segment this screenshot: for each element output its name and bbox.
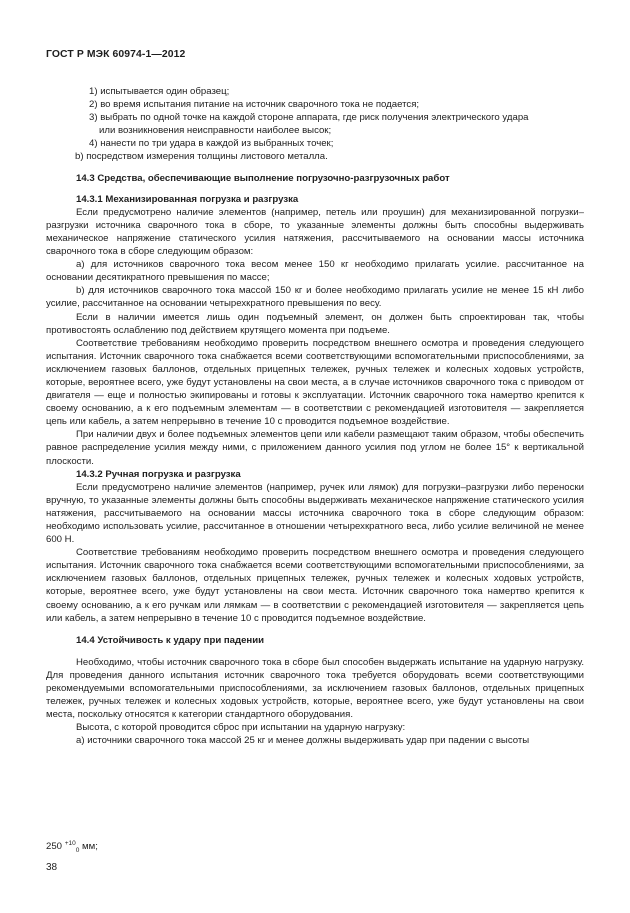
list-item-text: 3) выбрать по одной точке на каждой стороне аппарата, где риск получения электрического удара (89, 112, 529, 124)
paragraph: Если предусмотрено наличие элементов (например, ручек или лямок) для погрузки–разгрузки либо переноски вручную, то указанные элементы должны быть способны выдерживать механическое напряжение статического усилия натяжения, рассчитываемого на основании массы источника сварочного тока в сборе следующим образом: необходимо использовать усилие, рассчитанное в отношении четырехкратного веса, либо усилие величиной не менее 600 Н. (46, 481, 584, 546)
page-body (46, 85, 584, 748)
list-item: b) посредством измерения толщины листового металла. (75, 151, 328, 163)
paragraph: a) для источников сварочного тока весом менее 150 кг необходимо прилагать усилие. рассчитанное на основании десятикратного превышения по массе; (46, 259, 584, 284)
tolerance-upper: +10 (64, 840, 76, 847)
list-item: 2) во время испытания питание на источник сварочного тока не подается; (89, 99, 420, 111)
height-value-line (46, 837, 98, 857)
section-heading: 14.4 Устойчивость к удару при падении (76, 634, 265, 646)
paragraph: Необходимо, чтобы источник сварочного тока в сборе был способен выдержать испытание на ударную нагрузку. Для проведения данного испытания источник сварочного тока требуется оборудовать всеми соответствующими рекомендуемыми вспомогательными приспособлениями, за исключением газовых баллонов, отдельных прицепных тележек, ручных тележек и колесных ходовых устройств, которые, вероятнее всего, уже будут установлены на свои места, поскольку относятся к категории стандартного оборудования. (46, 656, 584, 721)
tolerance-lower: 0 (75, 846, 80, 854)
height-value: 250 (46, 841, 63, 852)
section-heading: 14.3 Средства, обеспечивающие выполнение погрузочно-разгрузочных работ (76, 172, 450, 184)
list-item: 1) испытывается один образец; (89, 86, 230, 97)
list-item: 4) нанести по три удара в каждой из выбранных точек; (89, 138, 334, 150)
subsection-heading: 14.3.1 Механизированная погрузка и разгрузка (76, 193, 299, 205)
paragraph: При наличии двух и более подъемных элементов цепи или кабели размещают таким образом, чтобы обеспечить равное распределение усилия между ними, с приложением данного усилия под углом не более 15° к вертикальной плоскости. (46, 429, 584, 467)
list-item (46, 111, 584, 137)
paragraph: b) для источников сварочного тока массой 150 кг и более необходимо прилагать усилие не менее 15 кН либо усилие, рассчитанное на основании четырехкратного превышения по весу. (46, 285, 584, 310)
document-header: ГОСТ Р МЭК 60974-1—2012 (46, 49, 186, 60)
height-unit: мм; (82, 841, 98, 852)
paragraph: Соответствие требованиям необходимо проверить посредством внешнего осмотра и проведения следующего испытания. Источник сварочного тока снабжается всеми соответствующими вспомогательными приспособлениями, за исключением газовых баллонов, отдельных прицепных тележек, ручных тележек и колесных ходовых устройств, которые, вероятнее всего, уже будут установлены на свои места. Источник сварочного тока намертво крепится к своему основанию, а к его ручкам или лямкам — в соответствии с рекомендацией изготовителя — закрепляется цепь или кабель, а затем непрерывно в течение 10 с проводится подъемное воздействие. (46, 547, 584, 624)
paragraph: Если предусмотрено наличие элементов (например, петель или проушин) для механизированной погрузки–разгрузки источника сварочного тока в сборе, то указанные элементы должны быть способны выдерживать механическое напряжение статического усилия натяжения, рассчитываемого на основании массы источника сварочного тока в сборе следующим образом: (46, 206, 584, 258)
list-item-continuation: или возникновения неисправности наиболее высок; (99, 125, 332, 137)
paragraph: Если в наличии имеется лишь один подъемный элемент, он должен быть спроектирован так, чтобы противостоять ослаблению под действием крутящего момента при подъеме. (46, 311, 584, 336)
page-number: 38 (46, 862, 58, 873)
subsection-heading: 14.3.2 Ручная погрузка и разгрузка (76, 468, 241, 480)
paragraph: a) источники сварочного тока массой 25 кг и менее должны выдерживать удар при падении с высоты (76, 735, 530, 747)
paragraph: Соответствие требованиям необходимо проверить посредством внешнего осмотра и проведения следующего испытания. Источник сварочного тока снабжается всеми соответствующими вспомогательными приспособлениями, за исключением газовых баллонов, отдельных прицепных тележек, ручных тележек и колесных ходовых устройств, которые, вероятнее всего, уже будут установлены на свои места, а в случае источников сварочного тока с приводом от двигателя — еще и полностью экипированы и готовы к эксплуатации. Источник сварочного тока намертво крепится к своему основанию, а к его подъемным элементам — в соответствии с рекомендацией изготовителя — закрепляется цепь или кабель, а затем непрерывно в течение 10 с проводится подъемное воздействие. (46, 337, 584, 428)
paragraph: Высота, с которой проводится сброс при испытании на ударную нагрузку: (76, 722, 406, 734)
